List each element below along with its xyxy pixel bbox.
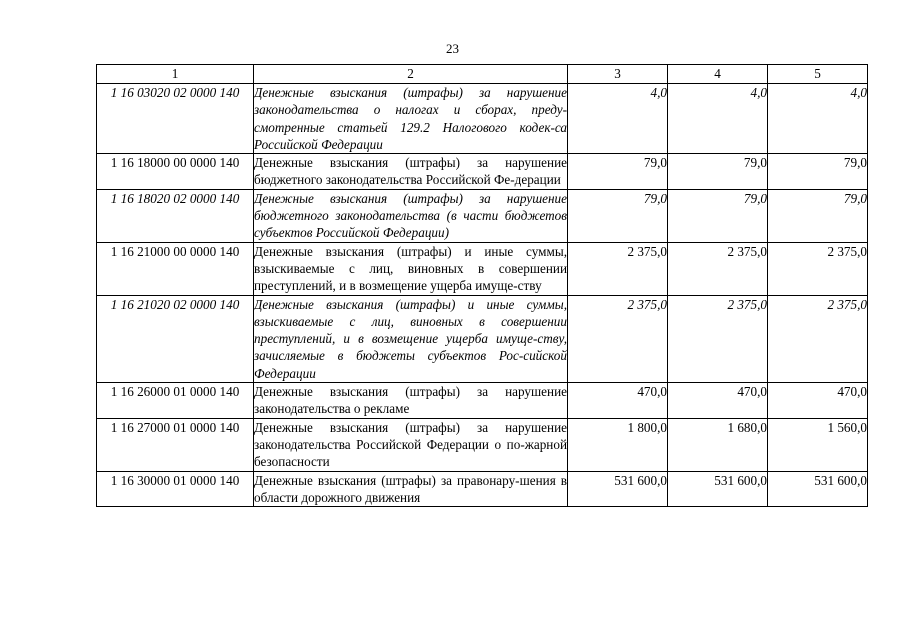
row-value-col5: 2 375,0 [768, 242, 868, 295]
row-name: Денежные взыскания (штрафы) за нарушение законодательства Российской Федерации о по-жарной безопасности [254, 419, 567, 470]
table-row [97, 383, 868, 419]
row-name: Денежные взыскания (штрафы) за нарушение законодательства о рекламе [254, 384, 567, 417]
row-value-col3: 2 375,0 [568, 242, 668, 295]
row-value-col4: 4,0 [668, 84, 768, 154]
page-number: 23 [446, 41, 459, 56]
row-value-col5: 470,0 [768, 383, 868, 419]
table-header-row [97, 65, 868, 84]
row-value-col3: 79,0 [568, 154, 668, 190]
table-row [97, 154, 868, 190]
row-value-col3: 4,0 [568, 84, 668, 154]
header-col-2: 2 [254, 65, 568, 84]
header-col-1: 1 [97, 65, 254, 84]
header-col-4: 4 [668, 65, 768, 84]
row-code: 1 16 18020 02 0000 140 [97, 189, 254, 242]
table-row [97, 418, 868, 471]
row-code: 1 16 27000 01 0000 140 [97, 418, 254, 471]
row-value-col4: 79,0 [668, 189, 768, 242]
row-value-col4: 531 600,0 [668, 471, 768, 507]
table-row [97, 471, 868, 507]
row-code: 1 16 21020 02 0000 140 [97, 295, 254, 382]
header-col-5: 5 [768, 65, 868, 84]
row-name: Денежные взыскания (штрафы) и иные суммы, взыскиваемые с лиц, виновных в совершении преступлений, и в возмещение ущерба имуще-ству [254, 243, 567, 294]
row-code: 1 16 21000 00 0000 140 [97, 242, 254, 295]
table-row [97, 242, 868, 295]
row-value-col3: 470,0 [568, 383, 668, 419]
row-code: 1 16 26000 01 0000 140 [97, 383, 254, 419]
table-row [97, 84, 868, 154]
row-value-col5: 4,0 [768, 84, 868, 154]
row-value-col5: 531 600,0 [768, 471, 868, 507]
row-value-col5: 1 560,0 [768, 418, 868, 471]
header-col-3: 3 [568, 65, 668, 84]
row-value-col3: 79,0 [568, 189, 668, 242]
row-value-col4: 1 680,0 [668, 418, 768, 471]
table-row [97, 295, 868, 382]
row-value-col3: 531 600,0 [568, 471, 668, 507]
row-value-col4: 79,0 [668, 154, 768, 190]
row-code: 1 16 18000 00 0000 140 [97, 154, 254, 190]
table-row [97, 189, 868, 242]
row-value-col5: 79,0 [768, 154, 868, 190]
row-value-col4: 2 375,0 [668, 295, 768, 382]
row-value-col5: 2 375,0 [768, 295, 868, 382]
row-name: Денежные взыскания (штрафы) за нарушение бюджетного законодательства (в части бюджетов субъектов Российской Федерации) [254, 190, 567, 241]
row-name: Денежные взыскания (штрафы) за правонару-шения в области дорожного движения [254, 472, 567, 505]
row-value-col3: 1 800,0 [568, 418, 668, 471]
row-name: Денежные взыскания (штрафы) и иные суммы, взыскиваемые с лиц, виновных в совершении преступлений, и в возмещение ущерба имуще-ству, зачисляемые в бюджеты субъектов Рос-сийской Федерации [254, 296, 567, 381]
budget-table [96, 64, 868, 507]
row-value-col4: 470,0 [668, 383, 768, 419]
row-name: Денежные взыскания (штрафы) за нарушение законодательства о налогах и сборах, преду-смотренные статьей 129.2 Налогового кодек-са Российской Федерации [254, 85, 567, 152]
row-value-col3: 2 375,0 [568, 295, 668, 382]
row-name: Денежные взыскания (штрафы) за нарушение бюджетного законодательства Российской Фе-дерации [254, 155, 567, 188]
row-value-col4: 2 375,0 [668, 242, 768, 295]
row-code: 1 16 30000 01 0000 140 [97, 471, 254, 507]
row-value-col5: 79,0 [768, 189, 868, 242]
row-code: 1 16 03020 02 0000 140 [97, 84, 254, 154]
